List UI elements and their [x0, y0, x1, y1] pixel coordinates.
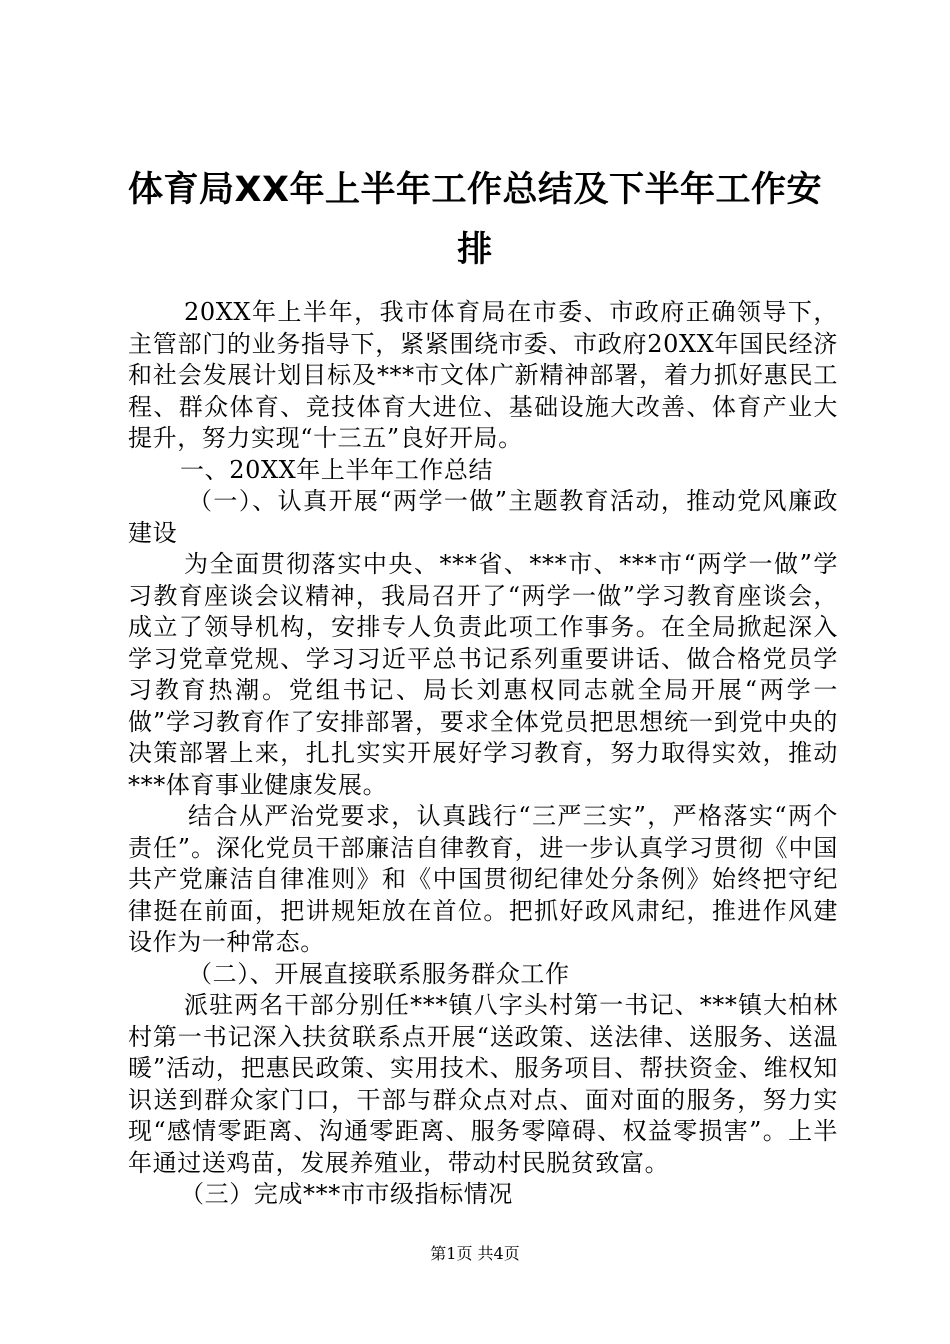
body-paragraph: 结合从严治党要求，认真践行“三严三实”，严格落实“两个责任”。深化党员干部廉洁自律教育，进一步认真学习贯彻《中国共产党廉洁自律准则》和《中国贯彻纪律处分条例》始终把守纪律挺在前面，把讲规矩放在首位。把抓好政风肃纪，推进作风建设作为一种常态。 — [128, 802, 838, 956]
body-paragraph: 为全面贯彻落实中央、***省、***市、***市“两学一做”学习教育座谈会议精神，我局召开了“两学一做”学习教育座谈会，成立了领导机构，安排专人负责此项工作事务。在全局掀起深入学习党章党规、学习习近平总书记系列重要讲话、做合格党员学习教育热潮。党组书记、局长刘惠权同志就全局开展“两学一做”学习教育作了安排部署，要求全体党员把思想统一到党中央的决策部署上来，扎扎实实开展好学习教育，努力取得实效，推动***体育事业健康发展。 — [128, 550, 838, 799]
subsection-heading-3: （三）完成***市市级指标情况 — [180, 1180, 513, 1208]
document-body — [128, 297, 838, 1211]
subsection-heading-2: （二）、开展直接联系服务群众工作 — [188, 959, 570, 988]
subsection-heading-1: （一）、认真开展“两学一做”主题教育活动，推动党风廉政建设 — [128, 487, 838, 547]
body-paragraph: 派驻两名干部分别任***镇八字头村第一书记、***镇大柏林村第一书记深入扶贫联系点开展“送政策、送法律、送服务、送温暖”活动，把惠民政策、实用技术、服务项目、帮扶资金、维权知识送到群众家门口，干部与群众点对点、面对面的服务，努力实现“感情零距离、沟通零距离、服务零障碍、权益零损害”。上半年通过送鸡苗，发展养殖业，带动村民脱贫致富。 — [128, 991, 838, 1177]
document-title: 体育局XX年上半年工作总结及下半年工作安排 — [128, 170, 822, 270]
page-footer — [0, 1244, 950, 1264]
page-number-label: 第1页 共4页 — [430, 1244, 520, 1263]
section-heading-1: 一、20XX年上半年工作总结 — [180, 455, 494, 484]
intro-paragraph: 20XX年上半年，我市体育局在市委、市政府正确领导下，主管部门的业务指导下，紧紧围绕市委、市政府20XX年国民经济和社会发展计划目标及***市文体广新精神部署，着力抓好惠民工程、群众体育、竞技体育大进位、基础设施大改善、体育产业大提升，努力实现“十三五”良好开局。 — [128, 298, 838, 452]
